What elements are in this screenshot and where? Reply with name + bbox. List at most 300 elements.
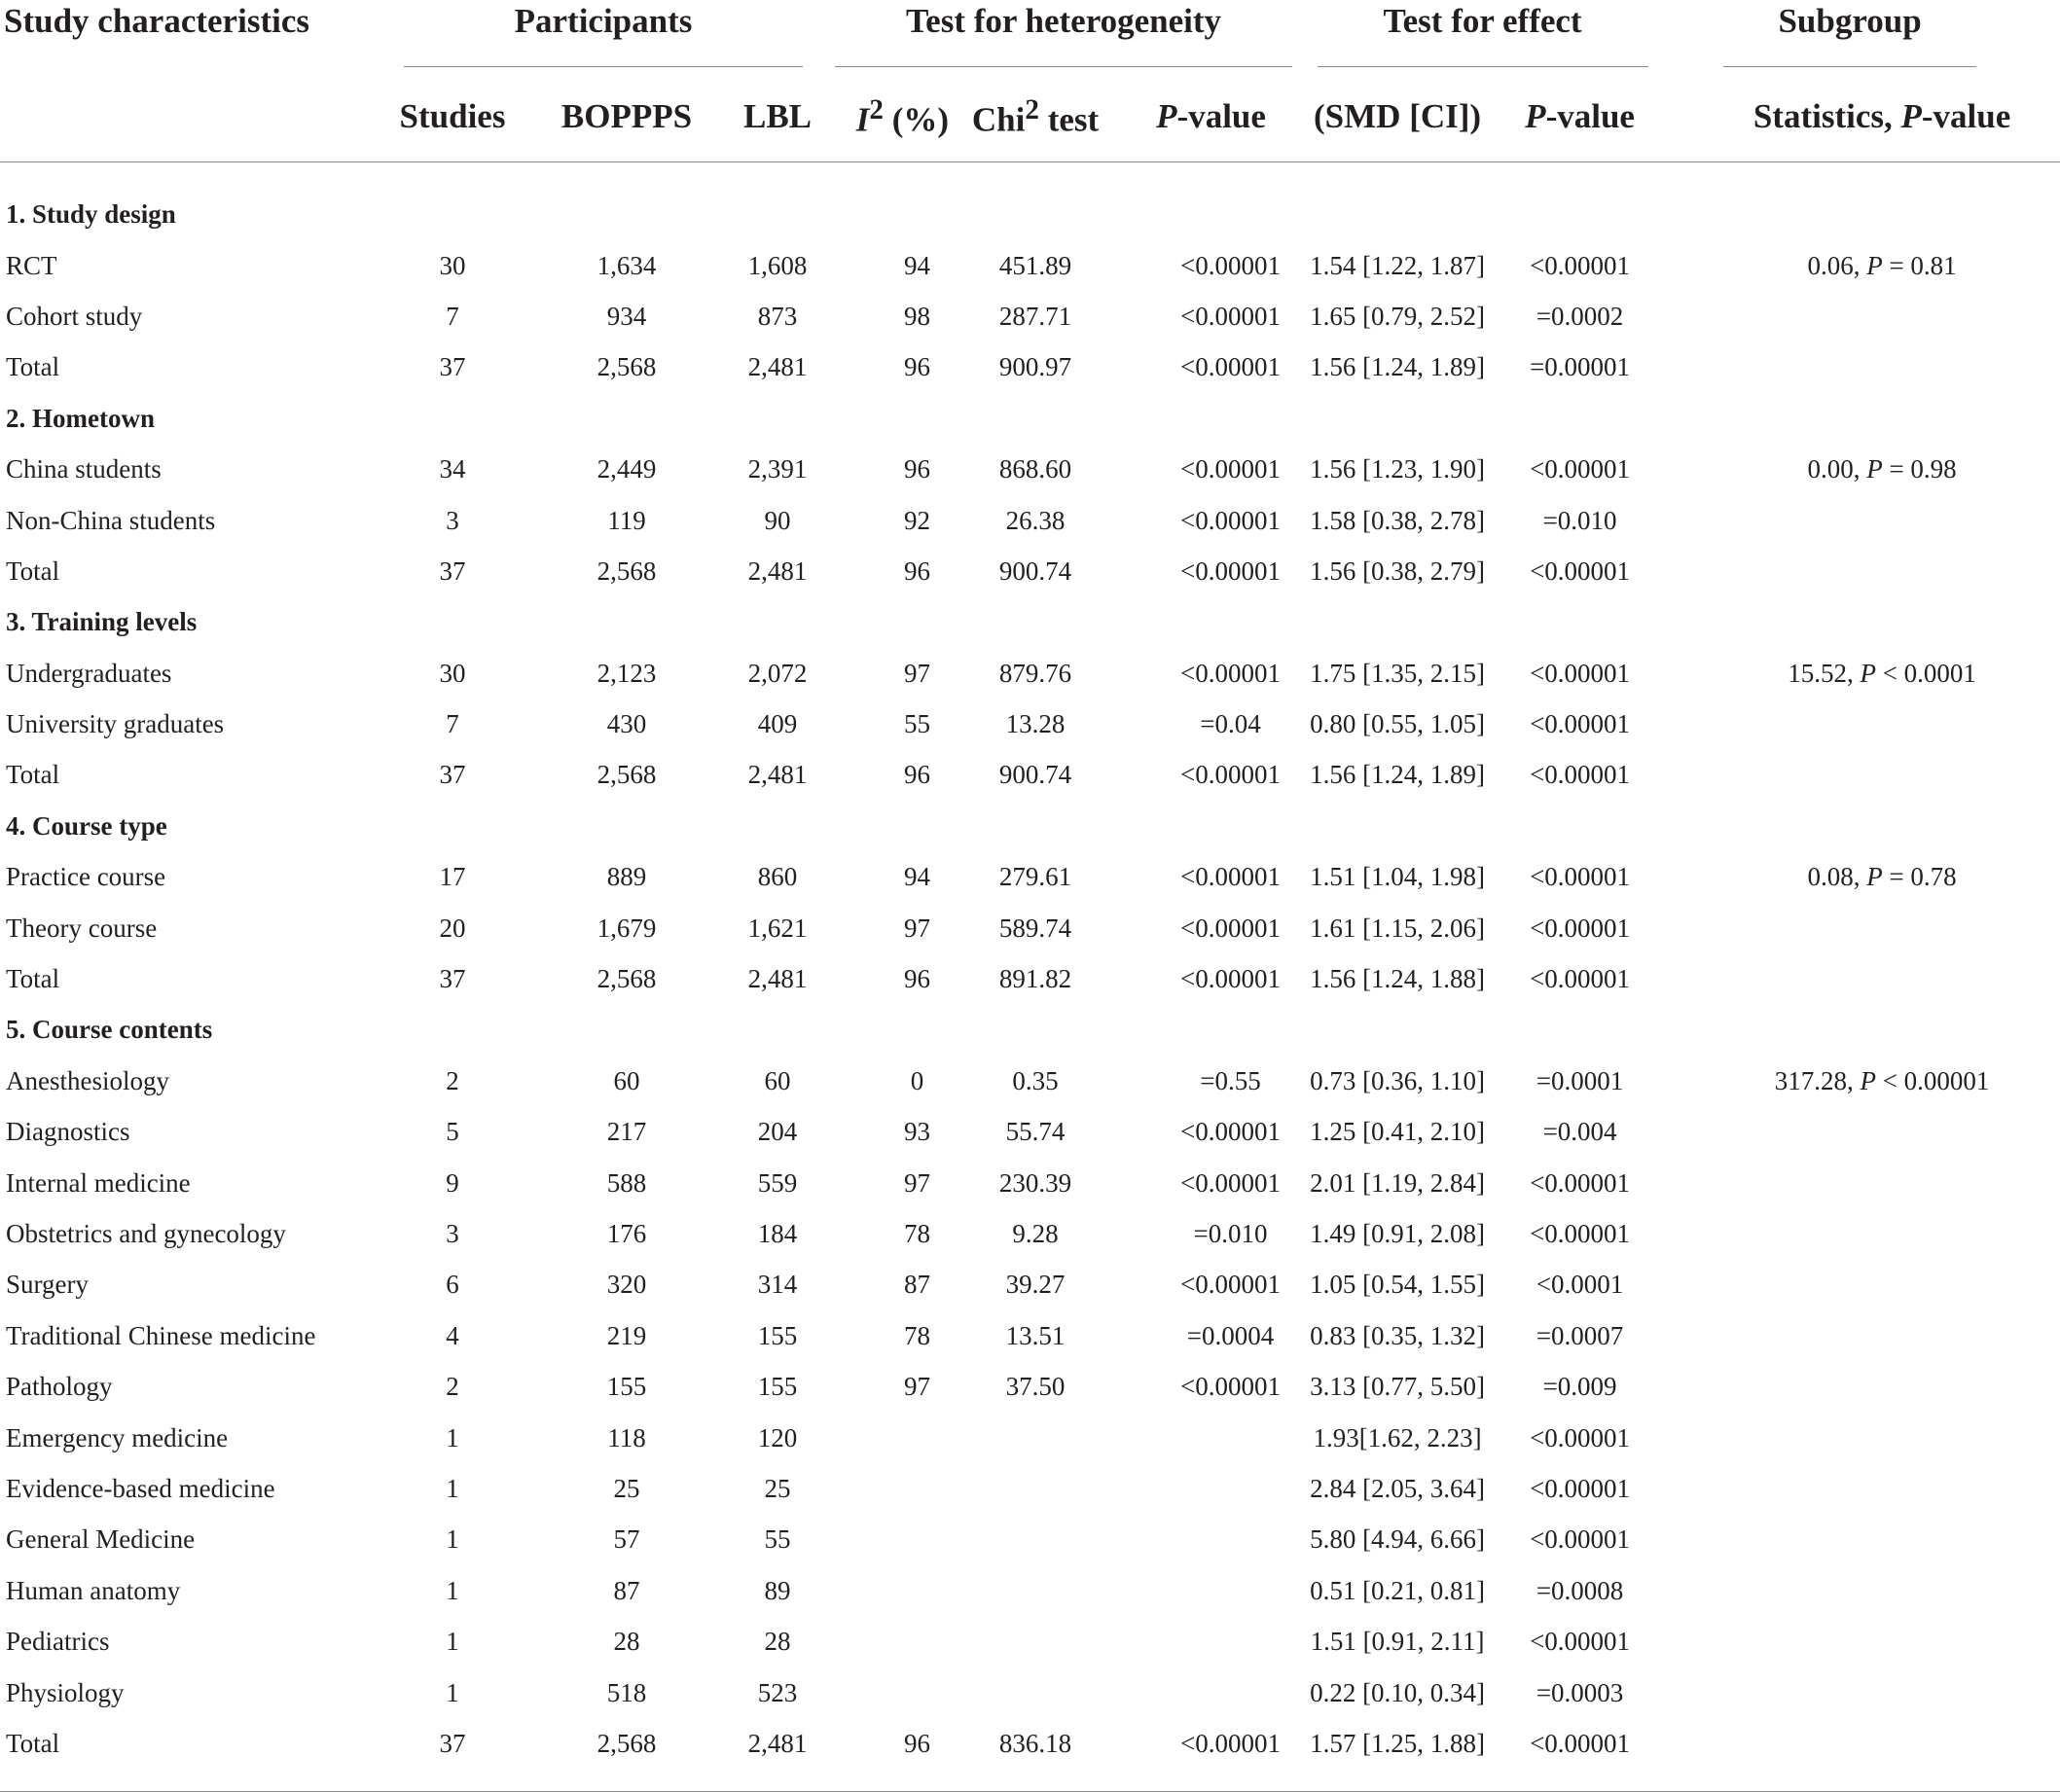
cell-lbl: 2,481: [747, 556, 808, 586]
cell-p-het: <0.00001: [1180, 658, 1282, 688]
cell-subgroup-stat: 0.08, P = 0.78: [1807, 862, 1957, 892]
cell-smd: 5.80 [4.94, 6.66]: [1310, 1524, 1486, 1555]
cell-chi2: 39.27: [1005, 1270, 1066, 1300]
cell-p-het: =0.0004: [1186, 1320, 1275, 1350]
cell-lbl: 2,481: [747, 1728, 808, 1758]
cell-smd: 3.13 [0.77, 5.50]: [1310, 1372, 1486, 1402]
header-spacer: [0, 162, 2060, 190]
cell-smd: 1.49 [0.91, 2.08]: [1310, 1219, 1486, 1248]
cell-lbl: 523: [757, 1677, 798, 1707]
table-row: [0, 1718, 2060, 1769]
cell-chi2: 37.50: [1005, 1372, 1066, 1402]
cell-lbl: 184: [757, 1219, 798, 1248]
cell-boppps: 1,634: [596, 250, 657, 280]
cell-smd: 1.56 [1.24, 1.88]: [1310, 964, 1486, 994]
cell-lbl: 2,481: [747, 352, 808, 382]
table-row: [0, 1056, 2060, 1106]
cell-boppps: 2,568: [596, 964, 657, 994]
cell-subgroup-stat: [1665, 342, 2060, 393]
cell-p-het: [1122, 1413, 1300, 1463]
cell-studies: 37: [439, 1728, 466, 1758]
cell-p-eff: <0.00001: [1530, 1219, 1631, 1248]
header-boppps: BOPPPS: [525, 68, 728, 162]
table-row: [0, 903, 2060, 953]
cell-chi2: 900.97: [998, 352, 1072, 382]
cell-smd: 1.56 [0.38, 2.79]: [1310, 556, 1486, 586]
row-label: Human anatomy: [6, 1575, 181, 1605]
cell-i2: 0: [910, 1065, 924, 1095]
cell-boppps: 934: [606, 301, 647, 331]
header-lbl: LBL: [728, 68, 827, 162]
cell-smd: 1.57 [1.25, 1.88]: [1310, 1728, 1486, 1758]
row-label: RCT: [6, 250, 57, 280]
table-row: [0, 1565, 2060, 1616]
cell-lbl: 2,481: [747, 964, 808, 994]
cell-p-het: <0.00001: [1180, 913, 1282, 943]
cell-lbl: 60: [764, 1065, 791, 1095]
cell-p-eff: <0.00001: [1530, 1627, 1631, 1657]
cell-studies: 6: [446, 1270, 459, 1300]
cell-i2: 98: [904, 301, 931, 331]
cell-chi2: 451.89: [998, 250, 1072, 280]
row-label: Cohort study: [6, 301, 143, 331]
header-study-characteristics: Study characteristics: [4, 2, 309, 40]
cell-p-eff: <0.00001: [1530, 913, 1631, 943]
cell-subgroup-stat: [1665, 750, 2060, 801]
cell-p-het: [1122, 1515, 1300, 1565]
cell-p-eff: =0.0001: [1536, 1065, 1624, 1095]
header-studies: Studies: [379, 68, 525, 162]
cell-studies: 2: [446, 1372, 459, 1402]
cell-lbl: 28: [764, 1627, 791, 1657]
cell-p-het: <0.00001: [1180, 301, 1282, 331]
cell-smd: 0.73 [0.36, 1.10]: [1310, 1065, 1486, 1095]
cell-subgroup-stat: [1665, 1310, 2060, 1361]
section-row: [0, 190, 2060, 240]
cell-lbl: 155: [757, 1372, 798, 1402]
cell-p-het: <0.00001: [1180, 505, 1282, 535]
cell-p-eff: <0.00001: [1530, 658, 1631, 688]
cell-p-het: =0.55: [1200, 1065, 1261, 1095]
cell-studies: 2: [446, 1065, 459, 1095]
cell-studies: 1: [446, 1627, 459, 1657]
cell-chi2: 279.61: [998, 862, 1072, 892]
row-label: Practice course: [6, 862, 166, 892]
table-row: [0, 291, 2060, 341]
cell-i2: 96: [904, 760, 931, 790]
cell-p-het: =0.010: [1193, 1219, 1268, 1248]
header-subgroup: Subgroup: [1665, 0, 2060, 68]
table-row: [0, 648, 2060, 699]
cell-boppps: 176: [606, 1219, 647, 1248]
cell-lbl: 1,621: [747, 913, 808, 943]
section-row: [0, 801, 2060, 851]
cell-subgroup-stat: [1665, 1361, 2060, 1412]
row-label: China students: [6, 454, 162, 484]
table-row: [0, 750, 2060, 801]
row-label: Evidence-based medicine: [6, 1473, 275, 1503]
cell-studies: 30: [439, 658, 466, 688]
row-label: Non-China students: [6, 505, 216, 535]
cell-i2: 97: [904, 658, 931, 688]
cell-p-eff: =0.010: [1542, 505, 1617, 535]
cell-i2: [827, 1463, 949, 1514]
section-label: 3. Training levels: [6, 607, 198, 637]
cell-p-eff: <0.00001: [1530, 1167, 1631, 1198]
cell-lbl: 204: [757, 1117, 798, 1147]
cell-subgroup-stat: [1665, 1260, 2060, 1310]
row-label: Traditional Chinese medicine: [6, 1320, 316, 1350]
cell-boppps: 217: [606, 1117, 647, 1147]
cell-chi2: 891.82: [998, 964, 1072, 994]
cell-lbl: 314: [757, 1270, 798, 1300]
cell-subgroup-stat: [1665, 1515, 2060, 1565]
row-label: Undergraduates: [6, 658, 172, 688]
cell-p-het: [1122, 1463, 1300, 1514]
cell-i2: 78: [904, 1320, 931, 1350]
cell-chi2: 589.74: [998, 913, 1072, 943]
cell-boppps: 2,568: [596, 556, 657, 586]
header-heterogeneity: Test for heterogeneity: [827, 0, 1300, 68]
cell-i2: 94: [904, 862, 931, 892]
cell-studies: 37: [439, 964, 466, 994]
cell-smd: 1.51 [0.91, 2.11]: [1310, 1627, 1485, 1657]
row-label: General Medicine: [6, 1524, 196, 1555]
cell-boppps: 60: [613, 1065, 640, 1095]
cell-i2: [827, 1413, 949, 1463]
cell-chi2: [949, 1667, 1122, 1718]
cell-chi2: 287.71: [998, 301, 1072, 331]
cell-p-het: <0.00001: [1180, 964, 1282, 994]
cell-studies: 1: [446, 1524, 459, 1555]
cell-p-eff: <0.0001: [1536, 1270, 1624, 1300]
cell-boppps: 155: [606, 1372, 647, 1402]
cell-subgroup-stat: 0.00, P = 0.98: [1807, 454, 1957, 484]
cell-p-eff: <0.00001: [1530, 760, 1631, 790]
cell-smd: 1.51 [1.04, 1.98]: [1310, 862, 1486, 892]
cell-i2: [827, 1616, 949, 1667]
table-row: [0, 495, 2060, 546]
cell-studies: 20: [439, 913, 466, 943]
table-row: [0, 1260, 2060, 1310]
cell-lbl: 2,391: [747, 454, 808, 484]
section-label: 2. Hometown: [6, 403, 155, 433]
cell-chi2: 879.76: [998, 658, 1072, 688]
section-label: 4. Course type: [6, 810, 167, 841]
table-row: [0, 1616, 2060, 1667]
cell-p-eff: <0.00001: [1530, 1524, 1631, 1555]
cell-subgroup-stat: [1665, 1616, 2060, 1667]
cell-chi2: [949, 1413, 1122, 1463]
cell-p-eff: =0.0003: [1536, 1677, 1624, 1707]
cell-smd: 0.83 [0.35, 1.32]: [1310, 1320, 1486, 1350]
header-effect: Test for effect: [1300, 0, 1665, 68]
cell-p-het: <0.00001: [1180, 250, 1282, 280]
cell-i2: 92: [904, 505, 931, 535]
cell-studies: 30: [439, 250, 466, 280]
cell-p-het: [1122, 1667, 1300, 1718]
cell-p-het: <0.00001: [1180, 1728, 1282, 1758]
cell-lbl: 409: [757, 709, 798, 739]
row-label: Total: [6, 760, 60, 790]
cell-subgroup-stat: [1665, 1107, 2060, 1158]
cell-lbl: 559: [757, 1167, 798, 1198]
cell-chi2: 900.74: [998, 760, 1072, 790]
cell-chi2: 868.60: [998, 454, 1072, 484]
cell-chi2: 26.38: [1005, 505, 1066, 535]
cell-studies: 4: [446, 1320, 459, 1350]
cell-smd: 1.93[1.62, 2.23]: [1313, 1422, 1482, 1452]
cell-p-eff: =0.00001: [1530, 352, 1631, 382]
cell-smd: 1.75 [1.35, 2.15]: [1310, 658, 1486, 688]
cell-lbl: 2,481: [747, 760, 808, 790]
cell-subgroup-stat: [1665, 1463, 2060, 1514]
table-row: [0, 240, 2060, 291]
cell-boppps: 2,123: [596, 658, 657, 688]
cell-studies: 1: [446, 1473, 459, 1503]
cell-subgroup-stat: [1665, 903, 2060, 953]
cell-boppps: 2,568: [596, 352, 657, 382]
cell-smd: 1.56 [1.24, 1.89]: [1310, 352, 1486, 382]
cell-boppps: 119: [607, 505, 646, 535]
cell-lbl: 120: [757, 1422, 798, 1452]
cell-i2: 96: [904, 556, 931, 586]
table-row: [0, 1208, 2060, 1259]
cell-boppps: 219: [606, 1320, 647, 1350]
cell-subgroup-stat: [1665, 953, 2060, 1004]
row-label: Internal medicine: [6, 1167, 191, 1198]
cell-i2: [827, 1565, 949, 1616]
table-body: [0, 190, 2060, 1770]
cell-smd: 2.84 [2.05, 3.64]: [1310, 1473, 1486, 1503]
cell-p-eff: =0.0008: [1536, 1575, 1624, 1605]
cell-chi2: [949, 1515, 1122, 1565]
column-header-row: [0, 68, 2060, 162]
section-label: 5. Course contents: [6, 1015, 213, 1045]
table-bottom-rule: [0, 1770, 2060, 1792]
section-row: [0, 597, 2060, 648]
cell-p-eff: =0.0002: [1536, 301, 1624, 331]
cell-studies: 7: [446, 301, 459, 331]
cell-studies: 37: [439, 352, 466, 382]
cell-smd: 2.01 [1.19, 2.84]: [1310, 1167, 1486, 1198]
cell-smd: 1.25 [0.41, 2.10]: [1310, 1117, 1486, 1147]
row-label: Diagnostics: [6, 1117, 130, 1147]
section-label: 1. Study design: [6, 199, 176, 230]
cell-subgroup-stat: 15.52, P < 0.0001: [1788, 658, 1976, 688]
cell-lbl: 25: [764, 1473, 791, 1503]
cell-boppps: 2,568: [596, 760, 657, 790]
row-label: Emergency medicine: [6, 1422, 229, 1452]
cell-studies: 3: [446, 505, 459, 535]
section-row: [0, 393, 2060, 444]
cell-p-het: <0.00001: [1180, 862, 1282, 892]
table-row: [0, 1515, 2060, 1565]
table-row: [0, 1310, 2060, 1361]
cell-p-eff: <0.00001: [1530, 556, 1631, 586]
row-label: University graduates: [6, 709, 225, 739]
row-label: Physiology: [6, 1677, 125, 1707]
cell-chi2: [949, 1616, 1122, 1667]
cell-p-het: <0.00001: [1180, 1117, 1282, 1147]
table-row: [0, 1667, 2060, 1718]
cell-subgroup-stat: 0.06, P = 0.81: [1807, 250, 1957, 280]
cell-smd: 0.51 [0.21, 0.81]: [1310, 1575, 1486, 1605]
cell-lbl: 89: [764, 1575, 791, 1605]
cell-i2: 97: [904, 913, 931, 943]
row-label: Theory course: [6, 913, 158, 943]
cell-boppps: 588: [606, 1167, 647, 1198]
cell-p-eff: =0.009: [1542, 1372, 1617, 1402]
cell-studies: 1: [446, 1677, 459, 1707]
cell-p-eff: =0.0007: [1536, 1320, 1624, 1350]
cell-i2: 96: [904, 352, 931, 382]
cell-p-eff: <0.00001: [1530, 709, 1631, 739]
cell-p-eff: <0.00001: [1530, 1422, 1631, 1452]
header-chi2: Chi$^2$ test: [949, 68, 1122, 162]
table-row: [0, 1107, 2060, 1158]
cell-smd: 1.65 [0.79, 2.52]: [1310, 301, 1486, 331]
cell-chi2: 13.51: [1005, 1320, 1066, 1350]
cell-smd: 0.80 [0.55, 1.05]: [1310, 709, 1486, 739]
cell-studies: 9: [446, 1167, 459, 1198]
cell-boppps: 87: [613, 1575, 640, 1605]
cell-p-het: [1122, 1616, 1300, 1667]
header-subgroup-stats: Statistics, P-value: [1665, 68, 2060, 162]
cell-i2: 87: [904, 1270, 931, 1300]
cell-boppps: 25: [613, 1473, 640, 1503]
cell-boppps: 1,679: [596, 913, 657, 943]
cell-p-het: <0.00001: [1180, 454, 1282, 484]
cell-subgroup-stat: [1665, 1718, 2060, 1769]
cell-subgroup-stat: [1665, 291, 2060, 341]
cell-smd: 1.56 [1.24, 1.89]: [1310, 760, 1486, 790]
cell-subgroup-stat: [1665, 1158, 2060, 1208]
cell-boppps: 430: [606, 709, 647, 739]
row-label: Total: [6, 964, 60, 994]
group-header-row: [0, 0, 2060, 68]
cell-i2: [827, 1515, 949, 1565]
cell-smd: 1.05 [0.54, 1.55]: [1310, 1270, 1486, 1300]
cell-boppps: 2,568: [596, 1728, 657, 1758]
cell-chi2: 9.28: [1012, 1219, 1059, 1248]
cell-studies: 5: [446, 1117, 459, 1147]
row-label: Pediatrics: [6, 1627, 110, 1657]
cell-chi2: 13.28: [1005, 709, 1066, 739]
cell-subgroup-stat: [1665, 1565, 2060, 1616]
cell-p-eff: <0.00001: [1530, 1728, 1631, 1758]
table-row: [0, 1361, 2060, 1412]
header-smd: (SMD [CI]): [1300, 68, 1495, 162]
cell-chi2: [949, 1565, 1122, 1616]
row-label: Total: [6, 352, 60, 382]
cell-p-het: <0.00001: [1180, 1167, 1282, 1198]
cell-subgroup-stat: 317.28, P < 0.00001: [1774, 1065, 1990, 1095]
cell-studies: 37: [439, 760, 466, 790]
cell-subgroup-stat: [1665, 1667, 2060, 1718]
row-label: Pathology: [6, 1372, 113, 1402]
cell-studies: 3: [446, 1219, 459, 1248]
header-blank: [0, 68, 379, 162]
row-label: Obstetrics and gynecology: [6, 1219, 286, 1248]
cell-lbl: 1,608: [747, 250, 808, 280]
cell-p-eff: <0.00001: [1530, 250, 1631, 280]
cell-chi2: 0.35: [1012, 1065, 1059, 1095]
cell-subgroup-stat: [1665, 495, 2060, 546]
cell-p-eff: =0.004: [1542, 1117, 1617, 1147]
cell-i2: 96: [904, 1728, 931, 1758]
table-row: [0, 1413, 2060, 1463]
cell-studies: 17: [439, 862, 466, 892]
section-row: [0, 1005, 2060, 1056]
cell-subgroup-stat: [1665, 1208, 2060, 1259]
cell-chi2: 836.18: [998, 1728, 1072, 1758]
cell-chi2: [949, 1463, 1122, 1514]
cell-subgroup-stat: [1665, 546, 2060, 596]
cell-smd: 1.54 [1.22, 1.87]: [1310, 250, 1486, 280]
cell-p-het: [1122, 1565, 1300, 1616]
cell-p-het: <0.00001: [1180, 352, 1282, 382]
cell-smd: 1.58 [0.38, 2.78]: [1310, 505, 1486, 535]
cell-lbl: 55: [764, 1524, 791, 1555]
cell-p-eff: <0.00001: [1530, 862, 1631, 892]
row-label: Anesthesiology: [6, 1065, 169, 1095]
cell-studies: 7: [446, 709, 459, 739]
cell-subgroup-stat: [1665, 699, 2060, 749]
cell-i2: 96: [904, 964, 931, 994]
cell-subgroup-stat: [1665, 1413, 2060, 1463]
cell-p-het: =0.04: [1200, 709, 1261, 739]
cell-smd: 0.22 [0.10, 0.34]: [1310, 1677, 1486, 1707]
cell-i2: 94: [904, 250, 931, 280]
cell-i2: [827, 1667, 949, 1718]
header-i2: $I^2$ (%): [827, 68, 949, 162]
cell-i2: 97: [904, 1167, 931, 1198]
row-label: Total: [6, 1728, 60, 1758]
table-row: [0, 953, 2060, 1004]
cell-chi2: 55.74: [1005, 1117, 1066, 1147]
header-participants: Participants: [379, 0, 827, 68]
cell-boppps: 118: [607, 1422, 646, 1452]
cell-studies: 34: [439, 454, 466, 484]
cell-i2: 78: [904, 1219, 931, 1248]
cell-boppps: 889: [606, 862, 647, 892]
cell-studies: 1: [446, 1575, 459, 1605]
cell-chi2: 900.74: [998, 556, 1072, 586]
cell-p-het: <0.00001: [1180, 556, 1282, 586]
cell-i2: 97: [904, 1372, 931, 1402]
cell-boppps: 320: [606, 1270, 647, 1300]
cell-p-eff: <0.00001: [1530, 454, 1631, 484]
cell-studies: 37: [439, 556, 466, 586]
cell-p-het: <0.00001: [1180, 760, 1282, 790]
cell-i2: 93: [904, 1117, 931, 1147]
cell-p-het: <0.00001: [1180, 1270, 1282, 1300]
table-row: [0, 1158, 2060, 1208]
table-row: [0, 546, 2060, 596]
table-row: [0, 444, 2060, 494]
cell-smd: 1.56 [1.23, 1.90]: [1310, 454, 1486, 484]
cell-lbl: 155: [757, 1320, 798, 1350]
cell-lbl: 2,072: [747, 658, 808, 688]
header-eff-p: P-value: [1495, 68, 1665, 162]
table-row: [0, 852, 2060, 903]
cell-boppps: 57: [613, 1524, 640, 1555]
cell-i2: 55: [904, 709, 931, 739]
cell-p-eff: <0.00001: [1530, 964, 1631, 994]
cell-lbl: 90: [764, 505, 791, 535]
cell-lbl: 860: [757, 862, 798, 892]
